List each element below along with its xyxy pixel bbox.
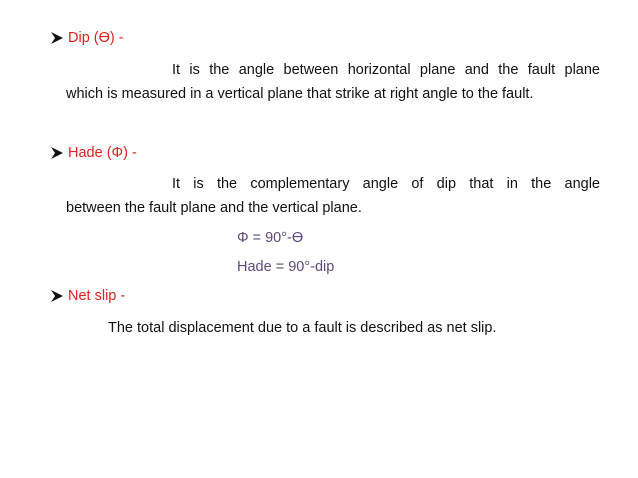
arrow-bullet-icon [50, 31, 64, 45]
dip-definition [66, 58, 600, 106]
arrow-bullet-icon [50, 146, 64, 160]
hade-formula-symbolic: Φ = 90°-Ɵ [237, 230, 304, 246]
dip-definition-line-2: which is measured in a vertical plane that strike at right angle to the fault. [66, 86, 534, 102]
hade-formula-words: Hade = 90°-dip [237, 259, 335, 275]
net-slip-heading: Net slip - [68, 288, 126, 304]
hade-definition [66, 172, 600, 220]
hade-definition-line-1: It is the complementary angle of dip that in the angle [172, 176, 600, 192]
hade-heading-row [50, 145, 137, 161]
dip-heading-row [50, 30, 124, 46]
dip-definition-line-1: It is the angle between horizontal plane and the fault plane [172, 62, 600, 78]
dip-heading: Dip (Ɵ) - [68, 30, 124, 46]
hade-heading: Hade (Φ) - [68, 145, 137, 161]
net-slip-definition: The total displacement due to a fault is described as net slip. [108, 320, 497, 336]
arrow-bullet-icon [50, 289, 64, 303]
hade-definition-line-2: between the fault plane and the vertical plane. [66, 200, 362, 216]
net-slip-heading-row [50, 288, 125, 304]
